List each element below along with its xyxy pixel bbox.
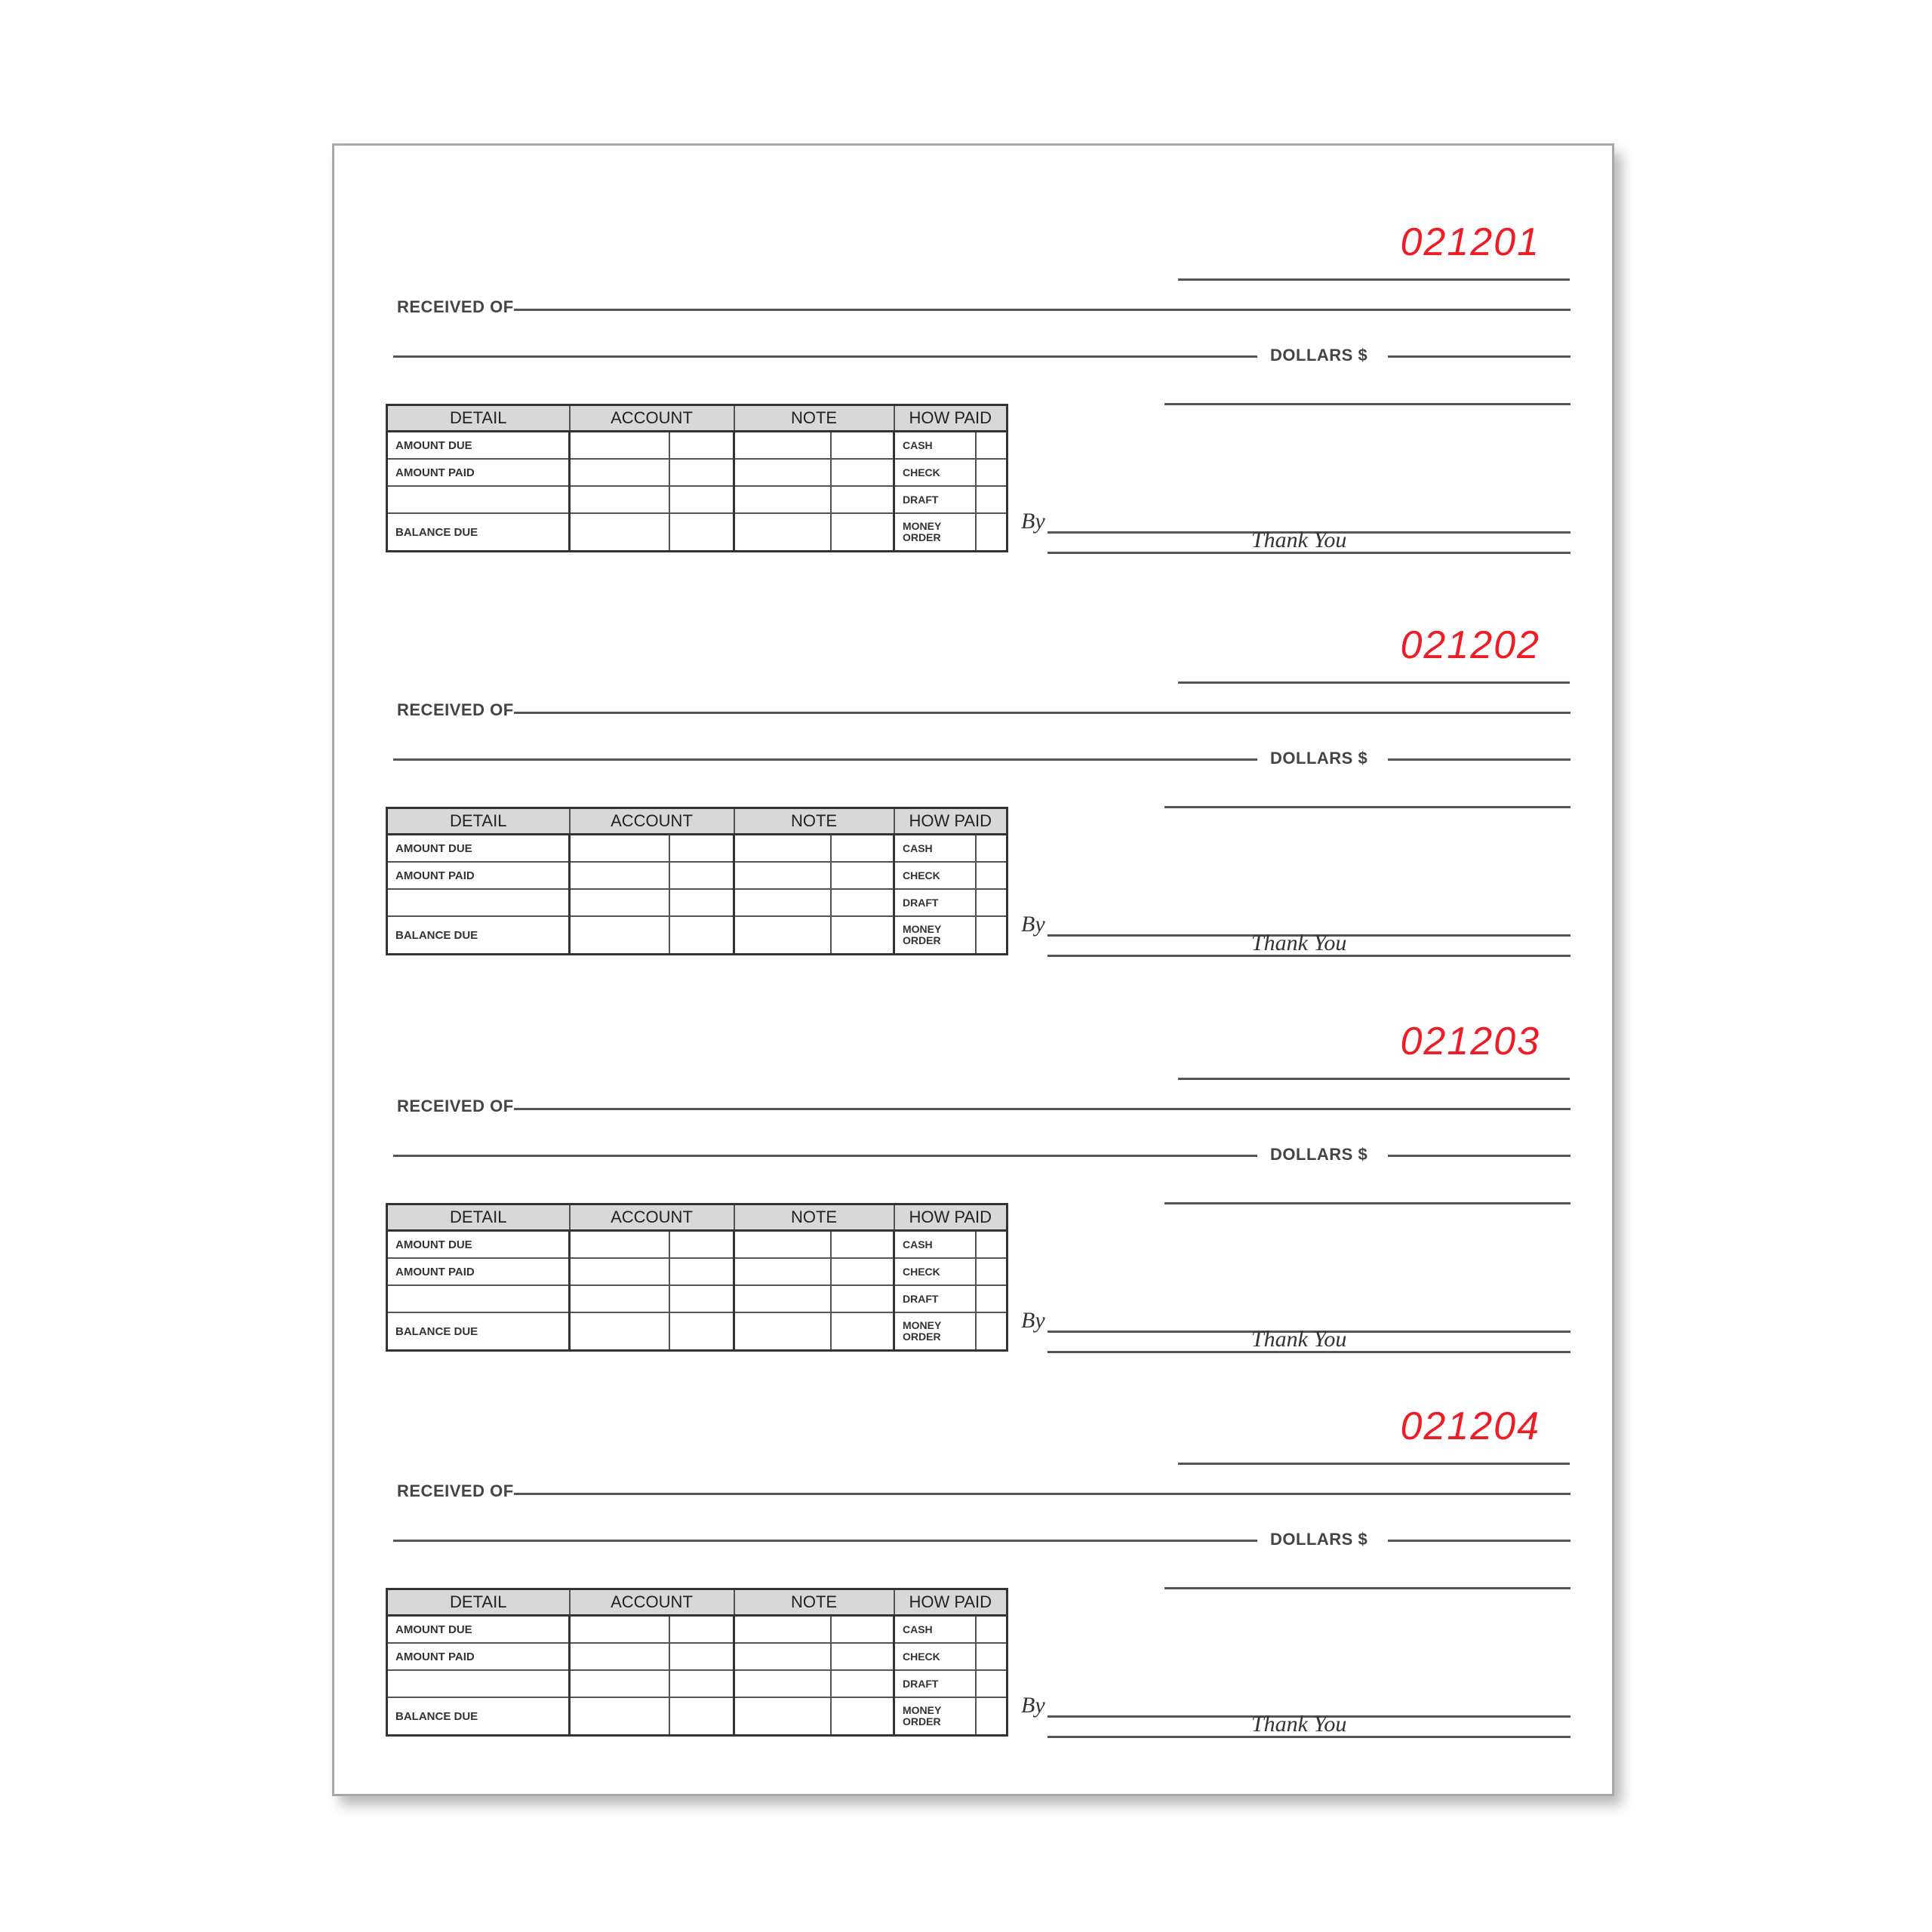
draft-checkbox[interactable] [976,1285,1008,1312]
note-cents-cell[interactable] [831,1643,894,1670]
note-cell[interactable] [734,486,831,513]
detail-amount-due: AMOUNT DUE [387,835,570,863]
note-header: NOTE [734,1589,894,1616]
how-paid-cash: CASH [894,432,976,460]
thank-you-text: Thank You [1251,528,1347,552]
detail-balance-due: BALANCE DUE [387,1697,570,1736]
note-cents-cell[interactable] [831,889,894,916]
account-cents-cell[interactable] [669,835,734,863]
how-paid-check: CHECK [894,1258,976,1285]
detail-amount-due: AMOUNT DUE [387,1231,570,1259]
note-cell[interactable] [734,1231,831,1259]
how-paid-draft: DRAFT [894,1670,976,1697]
account-cents-cell[interactable] [669,1697,734,1736]
money-order-checkbox[interactable] [976,513,1008,552]
received-of-line[interactable] [514,712,1571,714]
note-cell[interactable] [734,1697,831,1736]
dollars-amount-line[interactable] [1388,758,1571,761]
account-header: ACCOUNT [570,1589,734,1616]
amount-words-line[interactable] [393,1155,1257,1157]
how-paid-money-order: MONEY ORDER [894,916,976,955]
detail-amount-due: AMOUNT DUE [387,1616,570,1644]
note-cents-cell[interactable] [831,432,894,460]
detail-blank [387,889,570,916]
note-cents-cell[interactable] [831,1231,894,1259]
how-paid-header: HOW PAID [894,1204,1008,1231]
how-paid-draft: DRAFT [894,1285,976,1312]
note-cents-cell[interactable] [831,1616,894,1644]
check-checkbox[interactable] [976,862,1008,889]
dollars-amount-line[interactable] [1388,1155,1571,1157]
detail-header: DETAIL [387,808,570,835]
account-header: ACCOUNT [570,808,734,835]
account-cell[interactable] [570,889,669,916]
receipt-number: 021203 [1400,1020,1540,1063]
account-cents-cell[interactable] [669,1643,734,1670]
received-of-label: RECEIVED OF [397,1481,514,1500]
date-line [1178,278,1570,281]
receipt-1 [334,144,1612,552]
received-of-line[interactable] [514,1493,1571,1495]
thank-you-text: Thank You [1251,1327,1347,1352]
account-cents-cell[interactable] [669,486,734,513]
detail-header: DETAIL [387,1204,570,1231]
how-paid-cash: CASH [894,835,976,863]
account-cell[interactable] [570,1231,669,1259]
detail-blank [387,1285,570,1312]
draft-checkbox[interactable] [976,486,1008,513]
receipt-number: 021202 [1400,623,1540,667]
note-cents-cell[interactable] [831,459,894,486]
dollars-label: DOLLARS $ [1270,1145,1368,1164]
account-cents-cell[interactable] [669,459,734,486]
note-cell[interactable] [734,1285,831,1312]
how-paid-money-order: MONEY ORDER [894,513,976,552]
note-cell[interactable] [734,835,831,863]
account-header: ACCOUNT [570,405,734,432]
draft-checkbox[interactable] [976,1670,1008,1697]
by-label: By [1021,1693,1045,1718]
account-cell[interactable] [570,1643,669,1670]
note-cents-cell[interactable] [831,1258,894,1285]
how-paid-money-order: MONEY ORDER [894,1697,976,1736]
how-paid-header: HOW PAID [894,1589,1008,1616]
payment-detail-table [386,1588,1008,1737]
receipt-number: 021201 [1400,220,1540,264]
check-checkbox[interactable] [976,459,1008,486]
account-cents-cell[interactable] [669,889,734,916]
divider-line [1164,1202,1571,1204]
account-cell[interactable] [570,486,669,513]
amount-words-line[interactable] [393,758,1257,761]
date-line [1178,1463,1570,1465]
detail-amount-paid: AMOUNT PAID [387,862,570,889]
how-paid-cash: CASH [894,1231,976,1259]
thank-you-text: Thank You [1251,1712,1347,1737]
receipt-3 [334,943,1612,1352]
detail-balance-due: BALANCE DUE [387,1312,570,1351]
by-label: By [1021,912,1045,937]
how-paid-check: CHECK [894,862,976,889]
draft-checkbox[interactable] [976,889,1008,916]
check-checkbox[interactable] [976,1643,1008,1670]
detail-amount-paid: AMOUNT PAID [387,459,570,486]
dollars-label: DOLLARS $ [1270,1530,1368,1549]
account-cell[interactable] [570,835,669,863]
how-paid-draft: DRAFT [894,889,976,916]
account-cell[interactable] [570,432,669,460]
by-label: By [1021,509,1045,534]
note-cell[interactable] [734,889,831,916]
how-paid-money-order: MONEY ORDER [894,1312,976,1351]
divider-line [1164,806,1571,808]
dollars-label: DOLLARS $ [1270,346,1368,365]
check-checkbox[interactable] [976,1258,1008,1285]
note-cell[interactable] [734,513,831,552]
account-cents-cell[interactable] [669,862,734,889]
how-paid-draft: DRAFT [894,486,976,513]
by-label: By [1021,1308,1045,1333]
detail-balance-due: BALANCE DUE [387,513,570,552]
note-cell[interactable] [734,1258,831,1285]
cash-checkbox[interactable] [976,1616,1008,1644]
received-of-line[interactable] [514,1108,1571,1110]
note-cell[interactable] [734,1670,831,1697]
note-cents-cell[interactable] [831,513,894,552]
account-cell[interactable] [570,459,669,486]
note-header: NOTE [734,405,894,432]
note-header: NOTE [734,808,894,835]
detail-amount-due: AMOUNT DUE [387,432,570,460]
account-cents-cell[interactable] [669,1231,734,1259]
receipt-4 [334,1328,1612,1737]
amount-words-line[interactable] [393,1540,1257,1542]
note-cell[interactable] [734,1643,831,1670]
cash-checkbox[interactable] [976,1231,1008,1259]
payment-detail-table [386,807,1008,955]
account-cents-cell[interactable] [669,1670,734,1697]
amount-words-line[interactable] [393,355,1257,358]
account-cell[interactable] [570,1697,669,1736]
detail-blank [387,486,570,513]
note-cell[interactable] [734,459,831,486]
divider-line [1164,1587,1571,1589]
thank-you-text: Thank You [1251,931,1347,955]
bottom-line [1048,1736,1571,1738]
divider-line [1164,403,1571,405]
date-line [1178,1078,1570,1080]
received-of-label: RECEIVED OF [397,297,514,316]
note-cell[interactable] [734,862,831,889]
account-cents-cell[interactable] [669,1258,734,1285]
detail-header: DETAIL [387,1589,570,1616]
account-cell[interactable] [570,1285,669,1312]
detail-blank [387,1670,570,1697]
cash-checkbox[interactable] [976,432,1008,460]
dollars-label: DOLLARS $ [1270,749,1368,768]
dollars-amount-line[interactable] [1388,1540,1571,1542]
detail-amount-paid: AMOUNT PAID [387,1258,570,1285]
how-paid-cash: CASH [894,1616,976,1644]
note-cell[interactable] [734,432,831,460]
account-cell[interactable] [570,1670,669,1697]
account-cents-cell[interactable] [669,432,734,460]
received-of-label: RECEIVED OF [397,1097,514,1115]
payment-detail-table [386,404,1008,552]
account-header: ACCOUNT [570,1204,734,1231]
note-cell[interactable] [734,1616,831,1644]
note-header: NOTE [734,1204,894,1231]
date-line [1178,681,1570,684]
account-cell[interactable] [570,513,669,552]
cash-checkbox[interactable] [976,835,1008,863]
money-order-checkbox[interactable] [976,1697,1008,1736]
receipt-book-page [332,143,1614,1796]
receipt-number: 021204 [1400,1404,1540,1448]
note-cents-cell[interactable] [831,1697,894,1736]
account-cell[interactable] [570,862,669,889]
note-cents-cell[interactable] [831,862,894,889]
account-cents-cell[interactable] [669,1616,734,1644]
detail-balance-due: BALANCE DUE [387,916,570,955]
received-of-line[interactable] [514,309,1571,311]
note-cents-cell[interactable] [831,486,894,513]
detail-amount-paid: AMOUNT PAID [387,1643,570,1670]
account-cents-cell[interactable] [669,513,734,552]
how-paid-header: HOW PAID [894,405,1008,432]
account-cell[interactable] [570,1616,669,1644]
detail-header: DETAIL [387,405,570,432]
note-cents-cell[interactable] [831,1670,894,1697]
received-of-label: RECEIVED OF [397,700,514,719]
how-paid-check: CHECK [894,1643,976,1670]
account-cell[interactable] [570,1258,669,1285]
how-paid-header: HOW PAID [894,808,1008,835]
note-cents-cell[interactable] [831,835,894,863]
receipt-2 [334,547,1612,955]
note-cents-cell[interactable] [831,1285,894,1312]
account-cents-cell[interactable] [669,1285,734,1312]
how-paid-check: CHECK [894,459,976,486]
dollars-amount-line[interactable] [1388,355,1571,358]
